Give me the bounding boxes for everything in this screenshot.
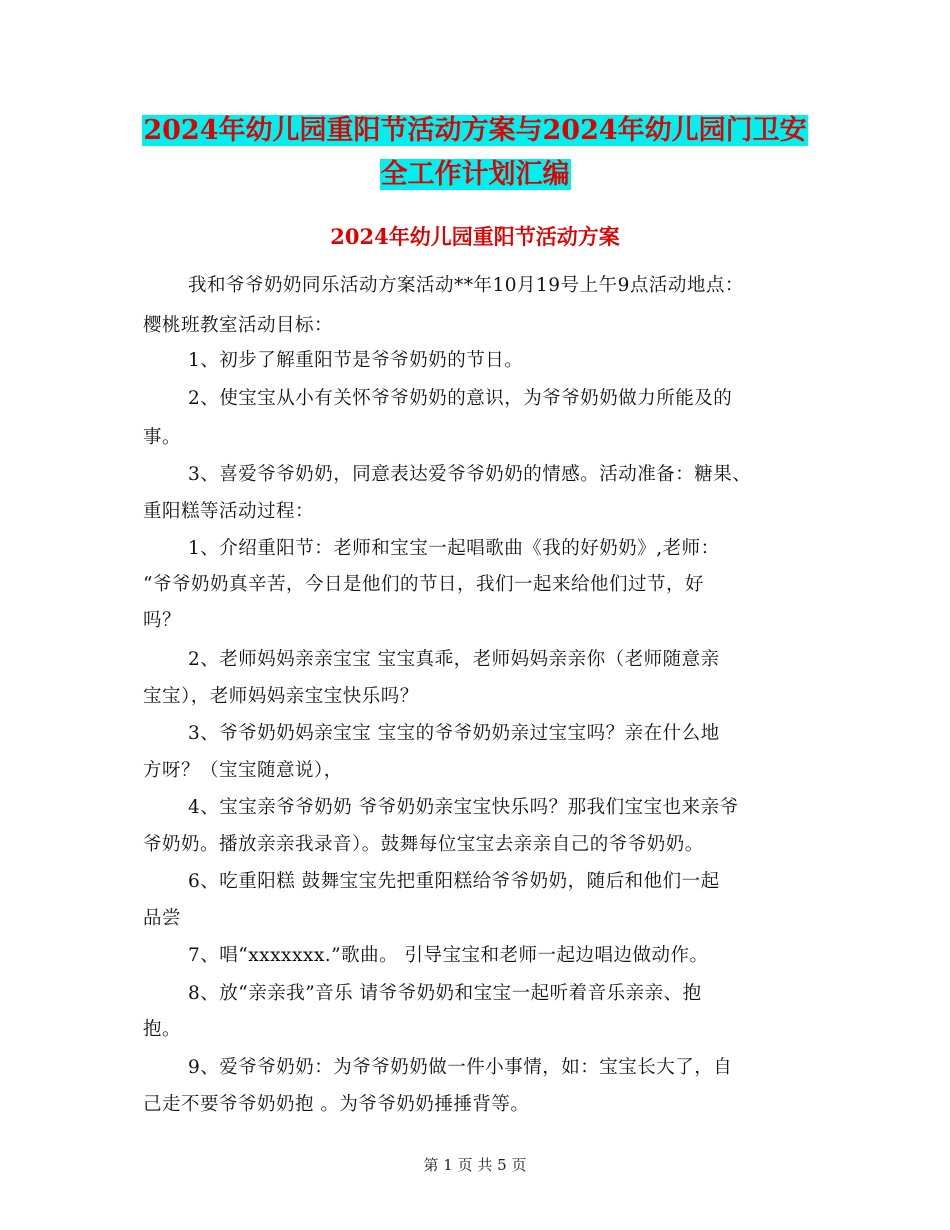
body-line: 重阳糕等活动过程： <box>143 501 315 522</box>
body-line: 6、吃重阳糕 鼓舞宝宝先把重阳糕给爷爷奶奶，随后和他们一起 <box>188 871 720 892</box>
body-line: “爷爷奶奶真辛苦，今日是他们的节日，我们一起来给他们过节，好 <box>143 574 704 595</box>
body-line: 宝宝），老师妈妈亲宝宝快乐吗？ <box>143 686 419 707</box>
body-line: 己走不要爷爷奶奶抱 。为爷爷奶奶捶捶背等。 <box>143 1094 530 1115</box>
body-line: 3、爷爷奶奶妈亲宝宝 宝宝的爷爷奶奶亲过宝宝吗？亲在什么地 <box>188 723 720 744</box>
body-line: 我和爷爷奶奶同乐活动方案活动**年10月19号上午9点活动地点： <box>188 275 744 296</box>
body-line: 8、放“亲亲我”音乐 请爷爷奶奶和宝宝一起听着音乐亲亲、抱 <box>188 983 702 1004</box>
body-line: 7、唱“xxxxxxx.”歌曲。 引导宝宝和老师一起边唱边做动作。 <box>188 945 709 966</box>
body-line: 1、初步了解重阳节是爷爷奶奶的节日。 <box>188 350 524 371</box>
body-line: 4、宝宝亲爷爷奶奶 爷爷奶奶亲宝宝快乐吗？那我们宝宝也来亲爷 <box>188 797 739 818</box>
body-line: 吗？ <box>143 610 182 631</box>
body-line: 品尝 <box>143 908 182 929</box>
body-line: 2、使宝宝从小有关怀爷爷奶奶的意识，为爷爷奶奶做力所能及的 <box>188 388 733 409</box>
body-line: 2、老师妈妈亲亲宝宝 宝宝真乖，老师妈妈亲亲你（老师随意亲 <box>188 649 720 670</box>
section-heading: 2024年幼儿园重阳节活动方案 <box>330 224 620 249</box>
body-line: 樱桃班教室活动目标： <box>143 315 334 336</box>
body-line: 抱。 <box>143 1019 182 1040</box>
document-title-line-2: 全工作计划汇编 <box>380 159 570 190</box>
page-footer: 第 1 页 共 5 页 <box>423 1156 527 1174</box>
body-line: 方呀？（宝宝随意说）， <box>143 760 343 781</box>
body-line: 1、介绍重阳节：老师和宝宝一起唱歌曲《我的好奶奶》,老师： <box>188 538 720 559</box>
body-line: 爷奶奶。播放亲亲我录音）。鼓舞每位宝宝去亲亲自己的爷爷奶奶。 <box>143 834 704 855</box>
body-line: 事。 <box>143 427 182 448</box>
body-line: 9、爱爷爷奶奶：为爷爷奶奶做一件小事情，如：宝宝长大了，自 <box>188 1057 733 1078</box>
document-title-line-1: 2024年幼儿园重阳节活动方案与2024年幼儿园门卫安 <box>143 115 807 146</box>
body-line: 3、喜爱爷爷奶奶，同意表达爱爷爷奶奶的情感。活动准备：糖果、 <box>188 464 752 485</box>
